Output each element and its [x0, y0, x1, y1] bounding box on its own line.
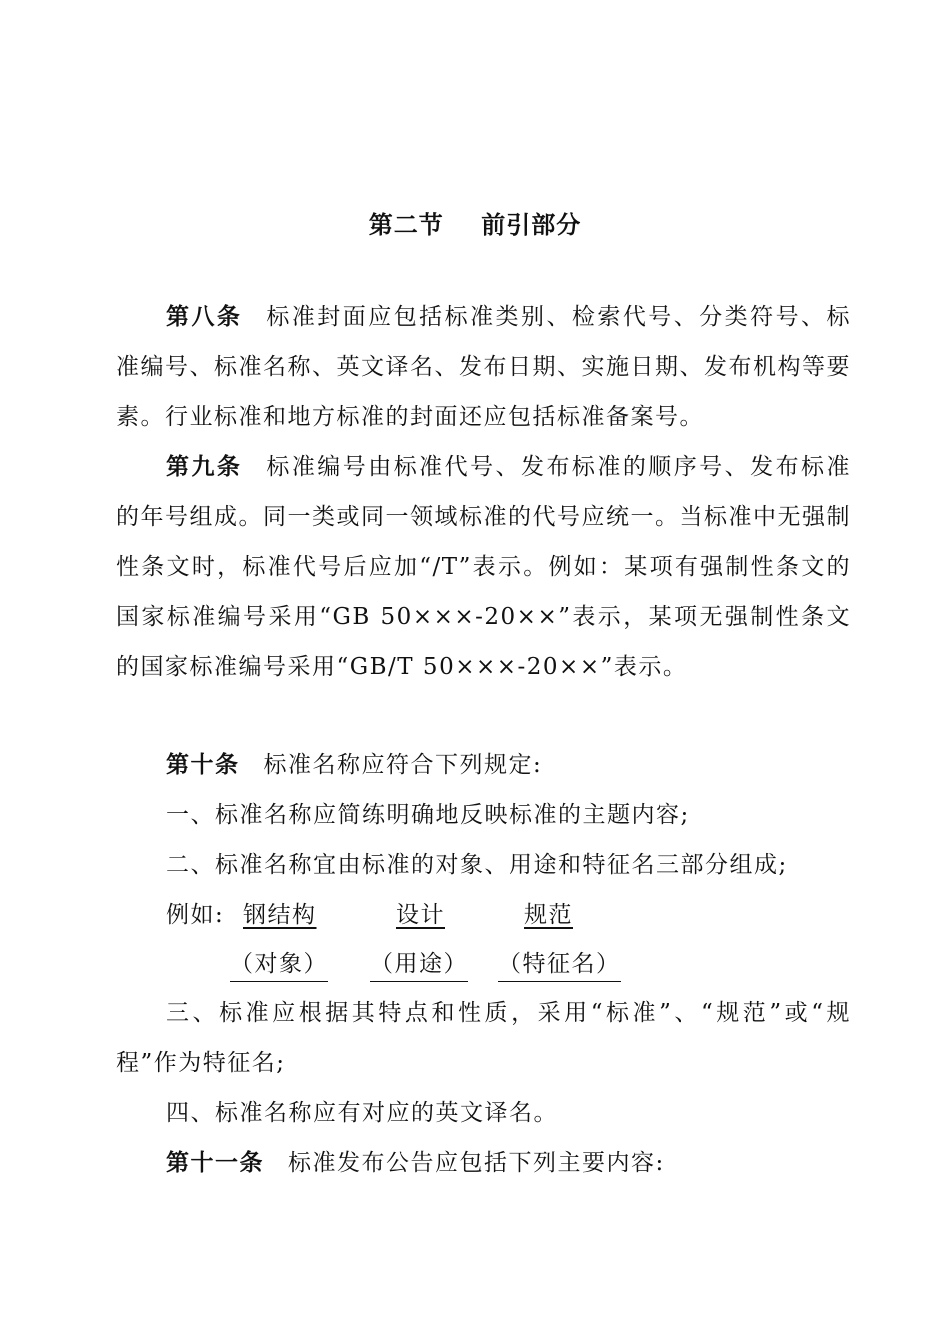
example-label-purpose: （用途） [370, 949, 468, 982]
article-9-text: 标准编号由标准代号、发布标准的顺序号、发布标准的年号组成。同一类或同一领域标准的代号应统一。当标准中无强制性条文时，标准代号后应加“/T”表示。例如：某项有强制性条文的国家标准编号采用“GB 50×××-20××”表示，某项无强制性条文的国家标准编号采用“GB/T 50×××-20××”表示。 [116, 454, 852, 680]
article-10-item-3: 三、标准应根据其特点和性质，采用“标准”、“规范”或“规程”作为特征名; [116, 1000, 851, 1076]
article-8-text: 标准封面应包括标准类别、检索代号、分类符号、标准编号、标准名称、英文译名、发布日期、实施日期、发布机构等要素。行业标准和地方标准的封面还应包括标准备案号。 [116, 304, 852, 430]
article-10-item-2: 二、标准名称宜由标准的对象、用途和特征名三部分组成; [166, 852, 788, 878]
example-word-object: 钢结构 [243, 902, 317, 928]
article-10 [166, 740, 856, 790]
example-word-feature: 规范 [524, 902, 573, 928]
article-9 [116, 442, 851, 692]
article-8-heading: 第八条 [166, 303, 243, 330]
example-label-object-wrap [230, 949, 328, 982]
example-label-feature: （特征名） [498, 949, 621, 982]
section-title: 第二节 前引部分 [368, 210, 582, 239]
example-lead: 例如: [166, 902, 225, 928]
article-11-text: 标准发布公告应包括下列主要内容: [288, 1150, 665, 1176]
article-10-text: 标准名称应符合下列规定: [263, 752, 543, 778]
example-label-purpose-wrap [370, 949, 468, 982]
article-8 [116, 292, 851, 442]
article-9-heading: 第九条 [166, 453, 243, 480]
example-label-feature-wrap [498, 949, 621, 982]
article-10-item-4: 四、标准名称应有对应的英文译名。 [166, 1100, 558, 1126]
example-word-purpose: 设计 [396, 902, 445, 928]
article-11-heading: 第十一条 [166, 1149, 264, 1176]
example-label-object: （对象） [230, 949, 328, 982]
article-10-item-1: 一、标准名称应简练明确地反映标准的主题内容; [166, 802, 690, 828]
article-10-heading: 第十条 [166, 751, 240, 778]
article-11 [166, 1138, 856, 1188]
